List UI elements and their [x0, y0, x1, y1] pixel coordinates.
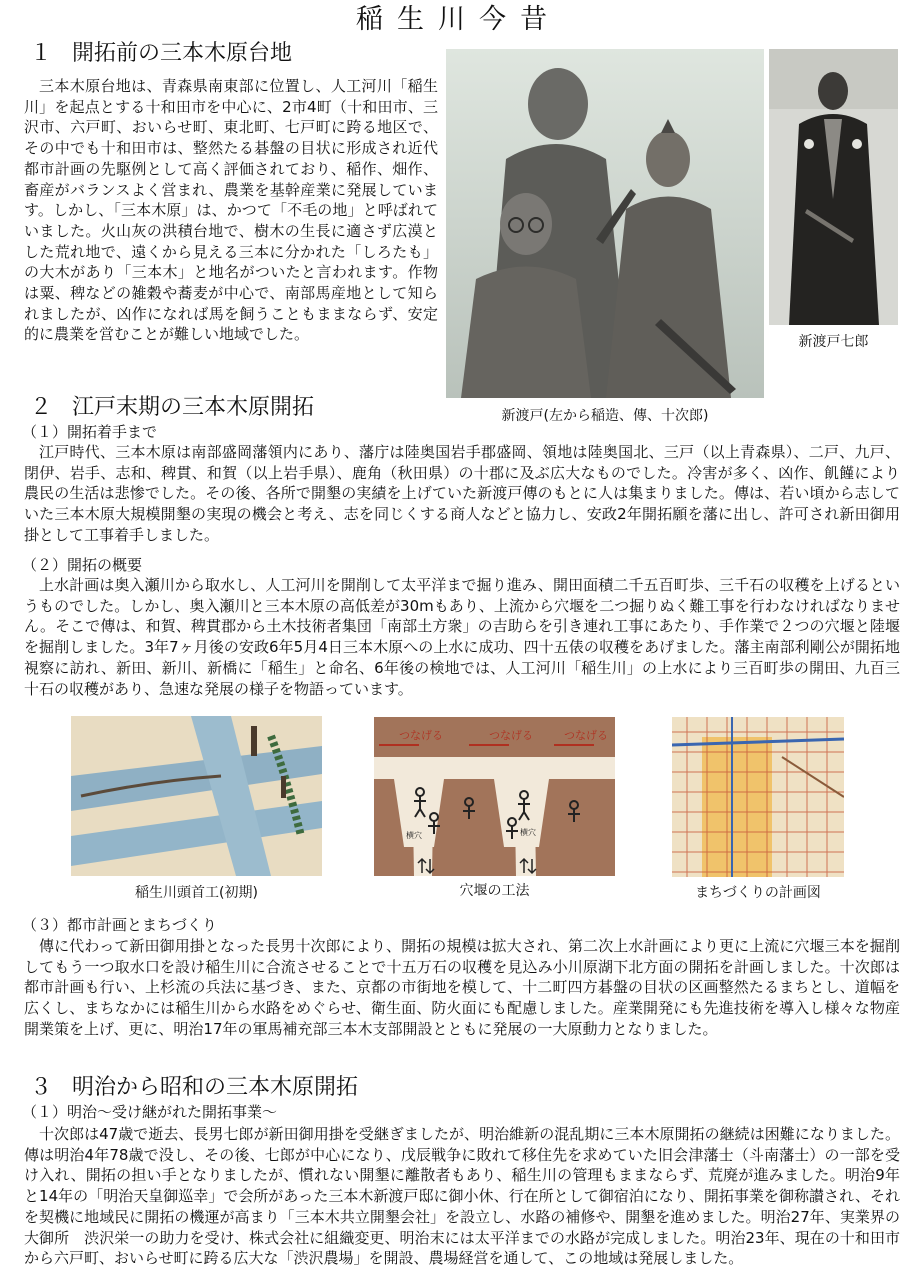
section3-heading: [30, 1074, 358, 1102]
section2-sub2-heading: （２）開拓の概要: [22, 556, 143, 574]
section1-body: 三本木原台地は、青森県南東部に位置し、人工河川「稲生川」を起点とする十和田市を中心に、2市4町（十和田市、三沢市、六戸町、おいらせ町、東北町、七戸町に跨る地区で、その中でも十和田市は、整然たる碁盤の目状に形成され近代都市計画の先駆例として高く評価されており、稲作、畑作、畜産がバランスよく営まれ、農業を基幹産業に発展しています。しかし、「三本木原」は、かつて「不毛の地」と呼ばれていました。火山灰の洪積台地で、樹木の生長に適さず広漠とした荒れ地で、遠くから見える三本に分かれた「しろたも」の大木があり「三本木」と地名がついたと言われます。作物は粟、稗などの雑穀や蕎麦が中心で、南部馬産地として知られましたが、凶作になれば馬を飼うこともままならず、安定的に農業を営むことが難しい地域でした。: [24, 77, 438, 344]
town-plan-caption: まちづくりの計画図: [695, 885, 821, 901]
headworks-map-caption: 稲生川頭首工(初期): [135, 885, 258, 901]
section2-sub2-body: 上水計画は奥入瀬川から取水し、人工河川を開削して太平洋まで掘り進み、開田面積二千五百町歩、三千石の収穫を上げるというものでした。しかし、奥入瀬川と三本木原の高低差が30mもあり、上流から穴堰を二つ掘りぬく難工事を行わなければなりません。そこで傳は、和賀、稗貫郡から土木技術者集団「南部土方衆」の吉助らを引き連れ工事にあたり、手作業で２つの穴堰と陸堰を掘削しました。3年7ヶ月後の安政6年5月4日三本木原への上水に成功、四十五俵の収穫をあげました。藩主南部利剛公が開拓地視察に訪れ、新田、新川、新橋に「稲生」と命名、6年後の検地では、人工河川「稲生川」の上水により三百町歩の開田、九百三十石の収穫があり、急速な発展の様子を物語っています。: [24, 576, 900, 698]
tunnel-label-side-2: 横穴: [520, 828, 536, 837]
statue-caption: 新渡戸(左から稲造、傳、十次郎): [501, 408, 709, 424]
tunnel-caption: 穴堰の工法: [459, 883, 530, 899]
tunnel-label-connect-2: つなげる: [489, 729, 533, 742]
section2-sub1-heading: （１）開拓着手まで: [22, 423, 158, 441]
section2-title: 江戸末期の三本木原開拓: [72, 395, 315, 420]
section1-number: １: [30, 41, 53, 66]
section3-title: 明治から昭和の三本木原開拓: [72, 1075, 359, 1100]
tunnel-label-side-1: 横穴: [406, 831, 422, 840]
headworks-map-image: [71, 716, 322, 876]
section1-heading: [30, 40, 292, 68]
section2-sub1-body: 江戸時代、三本木原は南部盛岡藩領内にあり、藩庁は陸奥国岩手郡盛岡、領地は陸奥国北、三戸（以上青森県）、二戸、九戸、閉伊、岩手、志和、稗貫、和賀（以上岩手県）、鹿角（秋田県）の十郡に及ぶ広大なものでした。冷害が多く、凶作、飢饉により農民の生活は悲惨でした。その後、各所で開墾の実績を上げていた新渡戸傳のもとに人は集まりました。傳は、若い頃から志していた三本木原大規模開墾の実現の機会と考え、志を同じくする商人などと協力し、安政2年開拓願を藩に出し、許可され新田御用掛として工事着手しました。: [24, 443, 900, 544]
section3-sub1-heading: （１）明治～受け継がれた開拓事業～: [22, 1103, 278, 1121]
section3-number: ３: [30, 1075, 53, 1100]
tunnel-diagram: [374, 717, 615, 876]
section3-sub1-body: 十次郎は47歳で逝去、長男七郎が新田御用掛を受継ぎましたが、明治維新の混乱期に三本木原開拓の継続は困難になりました。傳は明治4年78歳で没し、その後、七郎が中心になり、戊辰戦争に敗れて移住先を求めていた旧会津藩士（斗南藩士）の一部を受け入れ、開拓の担い手となりましたが、慣れない開墾に離散者もあり、稲生川の管理もままならず、荒廃が進みました。明治9年と14年の「明治天皇御巡幸」で会所があった三本木新渡戸邸に御小休、行在所として御宿泊になり、開拓事業を御称讃され、それを契機に地域民に開拓の機運が高まり「三本木共立開墾会社」を設立し、水路の補修や、開墾を進めました。明治27年、実業界の大御所 渋沢栄一の助力を受け、株式会社に組織変更、明治末には太平洋までの水路が完成しました。明治23年、現在の十和田市から六戸町、おいらせ町に跨る広大な「渋沢農場」を開設、農場経営を通して、この地域は発展しました。: [24, 1125, 900, 1268]
tunnel-label-connect-3: つなげる: [564, 729, 608, 742]
statue-photo: [446, 49, 764, 398]
page-title: 稲生川今昔: [356, 4, 561, 35]
section1-title: 開拓前の三本木原台地: [72, 41, 293, 66]
tunnel-label-connect-1: つなげる: [399, 729, 443, 742]
section2-number: ２: [30, 395, 53, 420]
section2-sub3-heading: （３）都市計画とまちづくり: [22, 916, 217, 934]
section2-heading: [30, 394, 314, 422]
town-plan-image: [672, 717, 844, 877]
section2-sub3-body: 傳に代わって新田御用掛となった長男十次郎により、開拓の規模は拡大され、第二次上水計画により更に上流に穴堰三本を掘削してもう一つ取水口を設け稲生川に合流させることで十五万石の収穫を見込み小川原湖下北方面の開拓を計画しました。十次郎は都市計画も行い、上杉流の兵法に基づき、また、京都の市街地を模して、十二町四方碁盤の目状の区画整然たるまちとし、道幅を広くし、まちなかには稲生川から水路をめぐらせ、衛生面、防火面にも配慮しました。産業開発にも先進技術を導入し様々な物産開業策を上げ、更に、明治17年の軍馬補充部三本木支部開設とともに発展の一大原動力となりました。: [24, 937, 900, 1038]
portrait-photo: [769, 49, 898, 325]
portrait-caption: 新渡戸七郎: [798, 334, 869, 350]
